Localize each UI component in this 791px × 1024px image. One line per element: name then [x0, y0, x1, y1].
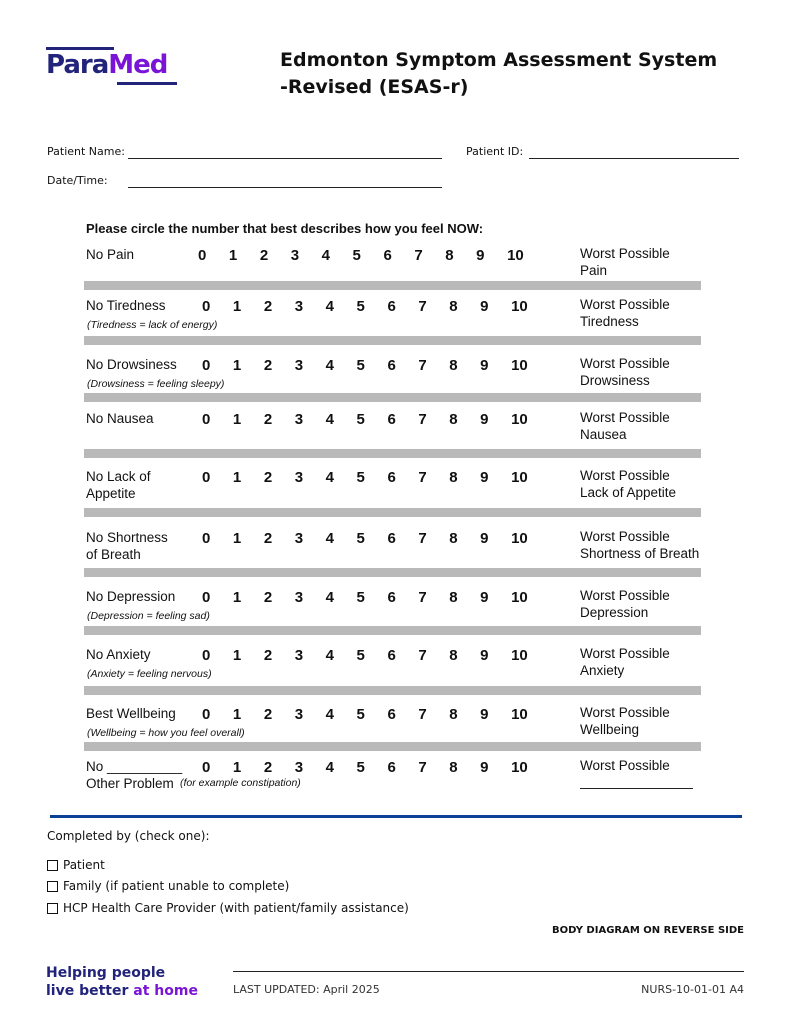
rating-option-10[interactable]: 10: [511, 411, 528, 428]
rating-option-6[interactable]: 6: [383, 247, 392, 264]
row-separator: [84, 336, 701, 345]
patient-name-label: Patient Name:: [47, 145, 125, 158]
rating-option-8[interactable]: 8: [449, 647, 458, 664]
rating-option-2[interactable]: 2: [263, 298, 273, 315]
rating-option-0[interactable]: 0: [202, 298, 211, 315]
high-label-line-2: Drowsiness: [580, 372, 650, 388]
symptom-low-label: [86, 246, 134, 263]
logo-bottom-rule: [117, 82, 177, 85]
rating-option-7[interactable]: 7: [418, 469, 427, 486]
rating-option-6[interactable]: 6: [387, 589, 396, 606]
symptom-note: (Wellbeing = how you feel overall): [87, 727, 245, 739]
symptom-high-label: [580, 529, 699, 562]
instruction-text: Please circle the number that best describes how you feel NOW:: [86, 221, 484, 236]
row-separator: [84, 281, 701, 290]
rating-option-7[interactable]: 7: [414, 247, 423, 264]
high-label-line-1: Worst Possible: [580, 758, 670, 773]
symptom-note: (Tiredness = lack of energy): [87, 319, 218, 331]
rating-option-6[interactable]: 6: [387, 759, 396, 776]
rating-scale: [202, 411, 542, 428]
low-label-line-1: No Anxiety: [86, 647, 151, 662]
rating-option-8[interactable]: 8: [449, 759, 458, 776]
rating-option-2[interactable]: 2: [263, 530, 273, 547]
rating-option-2[interactable]: 2: [263, 589, 273, 606]
symptom-row: [84, 410, 701, 446]
row-separator: [84, 393, 701, 402]
high-label-line-2: Shortness of Breath: [580, 545, 700, 561]
symptom-low-label: [86, 529, 168, 563]
rating-option-1[interactable]: 1: [232, 469, 242, 486]
rating-option-4[interactable]: 4: [325, 530, 334, 547]
high-label-line-1: Worst Possible: [580, 297, 670, 312]
symptom-low-label: [86, 297, 166, 314]
rating-option-5[interactable]: 5: [356, 469, 365, 486]
title-line-2: -Revised (ESAS-r): [280, 76, 469, 98]
rating-option-8[interactable]: 8: [449, 706, 458, 723]
symptom-row: [84, 246, 701, 282]
low-label-line-1: No Drowsiness: [86, 357, 177, 372]
row-separator: [84, 449, 701, 458]
low-label-line-1: No Tiredness: [86, 298, 166, 313]
rating-option-8[interactable]: 8: [445, 247, 454, 264]
rating-option-2[interactable]: 2: [263, 357, 273, 374]
rating-option-10[interactable]: 10: [511, 298, 528, 315]
rating-option-3[interactable]: 3: [294, 589, 304, 606]
symptom-high-label: [580, 588, 670, 621]
rating-option-4[interactable]: 4: [325, 357, 334, 374]
low-label-line-1: No Pain: [86, 247, 135, 262]
row-separator: [84, 568, 701, 577]
rating-option-1[interactable]: 1: [232, 298, 242, 315]
symptom-high-label: [580, 758, 693, 789]
rating-option-9[interactable]: 9: [480, 589, 489, 606]
row-separator: [84, 626, 701, 635]
rating-option-3[interactable]: 3: [294, 357, 304, 374]
footer-rule: [233, 971, 744, 972]
symptom-high-label: [580, 356, 670, 389]
completed-by-label: Completed by (check one):: [47, 829, 210, 843]
rating-option-9[interactable]: 9: [480, 411, 489, 428]
rating-option-4[interactable]: 4: [325, 469, 334, 486]
rating-option-0[interactable]: 0: [202, 647, 211, 664]
rating-option-8[interactable]: 8: [449, 411, 458, 428]
high-label-line-1: Worst Possible: [580, 410, 670, 425]
rating-option-3[interactable]: 3: [294, 411, 304, 428]
symptom-row: [84, 297, 701, 333]
rating-option-1[interactable]: 1: [232, 759, 242, 776]
high-label-line-1: Worst Possible: [580, 529, 670, 544]
rating-option-4[interactable]: 4: [325, 759, 334, 776]
rating-option-9[interactable]: 9: [480, 530, 489, 547]
rating-option-1[interactable]: 1: [232, 589, 242, 606]
rating-option-3[interactable]: 3: [290, 247, 300, 264]
patient-name-field[interactable]: [128, 158, 442, 159]
rating-option-2[interactable]: 2: [263, 469, 273, 486]
high-label-line-2: Tiredness: [580, 313, 639, 329]
high-label-line-2: Nausea: [580, 426, 627, 442]
page-title: [280, 47, 750, 101]
logo-wordmark: [46, 51, 167, 79]
rating-option-6[interactable]: 6: [387, 530, 396, 547]
rating-option-5[interactable]: 5: [356, 357, 365, 374]
checkbox-label: Patient: [63, 858, 105, 872]
low-label-line-1: No Lack of: [86, 469, 151, 484]
patient-id-label: Patient ID:: [466, 145, 524, 158]
high-label-line-2: Anxiety: [580, 662, 625, 678]
rating-option-4[interactable]: 4: [325, 411, 334, 428]
symptom-row: [84, 705, 701, 741]
low-label-line-1: No Nausea: [86, 411, 154, 426]
symptom-note: (Anxiety = feeling nervous): [87, 668, 212, 680]
low-label-line-1: Best Wellbeing: [86, 706, 176, 721]
symptom-high-label: [580, 705, 670, 738]
checkbox[interactable]: [47, 903, 58, 914]
rating-option-7[interactable]: 7: [418, 357, 427, 374]
rating-scale: [202, 357, 542, 374]
rating-option-2[interactable]: 2: [263, 706, 273, 723]
low-label-line-2: Appetite: [86, 486, 136, 501]
rating-option-4[interactable]: 4: [325, 647, 334, 664]
low-label-line-1: No __________: [86, 759, 183, 774]
symptom-high-label: [580, 646, 670, 679]
datetime-label: Date/Time:: [47, 174, 108, 187]
rating-option-1[interactable]: 1: [232, 706, 242, 723]
checkbox-label: HCP Health Care Provider (with patient/family assistance): [63, 901, 409, 915]
rating-option-4[interactable]: 4: [325, 298, 334, 315]
rating-option-0[interactable]: 0: [202, 706, 211, 723]
symptom-high-label: [580, 246, 670, 279]
rating-scale: [202, 530, 542, 547]
checkbox[interactable]: [47, 860, 58, 871]
rating-option-5[interactable]: 5: [352, 247, 361, 264]
rating-option-10[interactable]: 10: [511, 589, 528, 606]
high-label-line-2: Lack of Appetite: [580, 484, 677, 500]
symptom-low-label: [86, 588, 175, 605]
symptom-low-label: [86, 758, 182, 792]
rating-option-6[interactable]: 6: [387, 298, 396, 315]
rating-option-1[interactable]: 1: [232, 411, 242, 428]
rating-option-3[interactable]: 3: [294, 298, 304, 315]
rating-option-10[interactable]: 10: [511, 530, 528, 547]
rating-option-6[interactable]: 6: [387, 647, 396, 664]
rating-option-3[interactable]: 3: [294, 759, 304, 776]
symptom-row: [84, 356, 701, 392]
high-label-line-1: Worst Possible: [580, 468, 670, 483]
low-label-line-2: of Breath: [86, 547, 141, 562]
rating-scale: [202, 706, 542, 723]
rating-option-6[interactable]: 6: [387, 411, 396, 428]
rating-option-8[interactable]: 8: [449, 530, 458, 547]
high-label-line-2: Depression: [580, 604, 649, 620]
rating-option-7[interactable]: 7: [418, 530, 427, 547]
completed-by-family[interactable]: [47, 879, 289, 893]
checkbox[interactable]: [47, 881, 58, 892]
symptom-row: [84, 646, 701, 682]
rating-option-5[interactable]: 5: [356, 647, 365, 664]
rating-option-8[interactable]: 8: [449, 469, 458, 486]
title-line-1: Edmonton Symptom Assessment System: [280, 49, 718, 71]
symptom-high-label: [580, 297, 670, 330]
rating-option-0[interactable]: 0: [202, 411, 211, 428]
symptom-note: (Depression = feeling sad): [87, 610, 210, 622]
rating-option-3[interactable]: 3: [294, 469, 304, 486]
rating-option-3[interactable]: 3: [294, 647, 304, 664]
rating-option-3[interactable]: 3: [294, 530, 304, 547]
tagline: [46, 964, 198, 1000]
rating-option-5[interactable]: 5: [356, 411, 365, 428]
rating-option-5[interactable]: 5: [356, 589, 365, 606]
rating-option-0[interactable]: 0: [202, 469, 211, 486]
rating-option-7[interactable]: 7: [418, 706, 427, 723]
rating-option-10[interactable]: 10: [511, 759, 528, 776]
rating-option-1[interactable]: 1: [228, 247, 238, 264]
rating-option-8[interactable]: 8: [449, 357, 458, 374]
rating-option-7[interactable]: 7: [418, 411, 427, 428]
row-separator: [84, 686, 701, 695]
rating-option-2[interactable]: 2: [263, 411, 273, 428]
rating-option-10[interactable]: 10: [511, 357, 528, 374]
rating-scale: [202, 469, 542, 486]
rating-scale: [202, 647, 542, 664]
symptom-row: [84, 758, 701, 794]
symptom-low-label: [86, 356, 177, 373]
rating-option-7[interactable]: 7: [418, 589, 427, 606]
rating-option-7[interactable]: 7: [418, 647, 427, 664]
last-updated: LAST UPDATED: April 2025: [233, 983, 380, 996]
high-label-line-1: Worst Possible: [580, 588, 670, 603]
patient-id-field[interactable]: [529, 158, 739, 159]
rating-option-10[interactable]: 10: [511, 469, 528, 486]
symptom-low-label: [86, 410, 154, 427]
row-separator: [84, 508, 701, 517]
datetime-field[interactable]: [128, 187, 442, 188]
rating-option-0[interactable]: 0: [198, 247, 207, 264]
reverse-side-note: BODY DIAGRAM ON REVERSE SIDE: [552, 925, 744, 936]
low-label-line-1: No Depression: [86, 589, 176, 604]
rating-option-8[interactable]: 8: [449, 298, 458, 315]
high-label-line-2: Pain: [580, 262, 608, 278]
low-label-line-2: Other Problem: [86, 776, 174, 791]
symptom-low-label: [86, 646, 151, 663]
symptom-low-label: [86, 468, 151, 502]
rating-option-0[interactable]: 0: [202, 759, 211, 776]
completed-by-hcp[interactable]: [47, 901, 409, 915]
rating-option-2[interactable]: 2: [263, 759, 273, 776]
section-divider: [50, 815, 742, 818]
rating-option-1[interactable]: 1: [232, 530, 242, 547]
symptom-note: (for example constipation): [180, 777, 301, 789]
rating-option-5[interactable]: 5: [356, 759, 365, 776]
paramed-logo: [46, 45, 181, 87]
rating-option-10[interactable]: 10: [511, 647, 528, 664]
rating-option-4[interactable]: 4: [325, 706, 334, 723]
rating-scale: [202, 589, 542, 606]
logo-para: Para: [46, 50, 109, 80]
rating-option-2[interactable]: 2: [259, 247, 269, 264]
rating-option-0[interactable]: 0: [202, 589, 211, 606]
rating-option-10[interactable]: 10: [507, 247, 524, 264]
rating-option-0[interactable]: 0: [202, 357, 211, 374]
logo-med: Med: [108, 50, 168, 80]
low-label-line-1: No Shortness: [86, 530, 168, 545]
tagline-accent: at home: [133, 983, 198, 999]
high-label-line-1: Worst Possible: [580, 356, 670, 371]
symptom-high-label: [580, 468, 676, 501]
completed-by-patient[interactable]: [47, 858, 105, 872]
rating-option-8[interactable]: 8: [449, 589, 458, 606]
rating-option-6[interactable]: 6: [387, 357, 396, 374]
rating-option-9[interactable]: 9: [480, 357, 489, 374]
rating-option-4[interactable]: 4: [321, 247, 330, 264]
rating-option-1[interactable]: 1: [232, 357, 242, 374]
symptom-low-label: [86, 705, 176, 722]
symptom-row: [84, 529, 701, 565]
symptom-high-label: [580, 410, 670, 443]
rating-option-7[interactable]: 7: [418, 759, 427, 776]
tagline-line-2: [46, 982, 198, 1000]
rating-option-7[interactable]: 7: [418, 298, 427, 315]
high-label-line-1: Worst Possible: [580, 246, 670, 261]
rating-option-9[interactable]: 9: [480, 469, 489, 486]
rating-option-6[interactable]: 6: [387, 469, 396, 486]
rating-option-9[interactable]: 9: [480, 759, 489, 776]
rating-option-5[interactable]: 5: [356, 706, 365, 723]
row-separator: [84, 742, 701, 751]
rating-option-2[interactable]: 2: [263, 647, 273, 664]
high-label-line-1: Worst Possible: [580, 646, 670, 661]
rating-option-9[interactable]: 9: [480, 647, 489, 664]
rating-option-10[interactable]: 10: [511, 706, 528, 723]
rating-scale: [202, 759, 542, 776]
rating-scale: [202, 298, 542, 315]
symptom-note: (Drowsiness = feeling sleepy): [87, 378, 225, 390]
high-label-line-2: Wellbeing: [580, 721, 640, 737]
tagline-text: live better: [46, 983, 134, 999]
rating-option-9[interactable]: 9: [480, 706, 489, 723]
rating-option-6[interactable]: 6: [387, 706, 396, 723]
tagline-line-1: Helping people: [46, 965, 166, 981]
checkbox-label: Family (if patient unable to complete): [63, 879, 290, 893]
rating-option-9[interactable]: 9: [480, 298, 489, 315]
symptom-row: [84, 588, 701, 624]
symptom-row: [84, 468, 701, 504]
other-problem-field[interactable]: [580, 788, 693, 789]
rating-option-3[interactable]: 3: [294, 706, 304, 723]
high-label-line-1: Worst Possible: [580, 705, 670, 720]
rating-option-5[interactable]: 5: [356, 530, 365, 547]
rating-option-5[interactable]: 5: [356, 298, 365, 315]
rating-option-0[interactable]: 0: [202, 530, 211, 547]
document-number: NURS-10-01-01 A4: [641, 983, 744, 996]
rating-option-9[interactable]: 9: [476, 247, 485, 264]
rating-option-4[interactable]: 4: [325, 589, 334, 606]
rating-option-1[interactable]: 1: [232, 647, 242, 664]
rating-scale: [198, 247, 538, 264]
